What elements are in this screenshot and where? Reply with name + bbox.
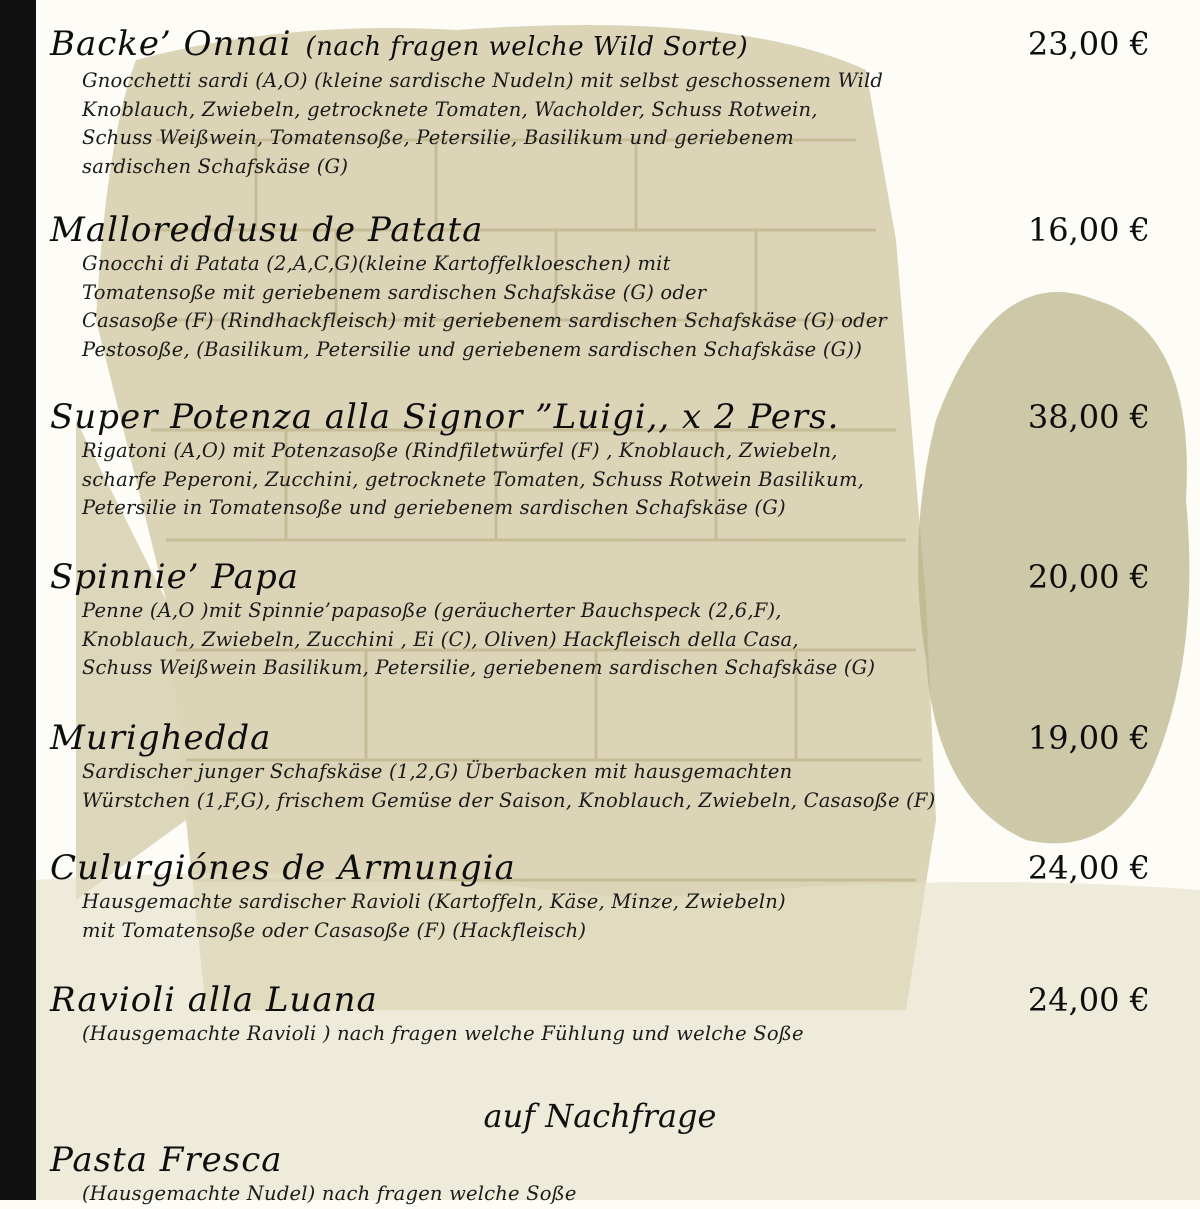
description-line: Sardischer junger Schafskäse (1,2,G) Überbacken mit hausgemachten <box>82 760 793 783</box>
dish-culurgiones-de-armungia <box>50 848 1150 945</box>
dish-backe-onnai <box>50 24 1150 181</box>
dish-spinnie-papa <box>50 557 1150 683</box>
description-line: (Hausgemachte Ravioli ) nach fragen welche Fühlung und welche Soße <box>82 1022 804 1045</box>
description-line: Knoblauch, Zwiebeln, getrocknete Tomaten, Wacholder, Schuss Rotwein, <box>82 97 818 121</box>
dish-price: 19,00 € <box>1027 719 1150 757</box>
dish-description <box>82 1020 1012 1049</box>
dish-description <box>82 597 1012 683</box>
dish-title <box>50 980 1150 1020</box>
dish-name: Murighedda <box>50 718 272 758</box>
dish-description <box>82 250 1012 364</box>
description-line: Casasoße (F) (Rindhackfleisch) mit geriebenem sardischen Schafskäse (G) oder <box>82 309 887 333</box>
description-line: Würstchen (1,F,G), frischem Gemüse der Saison, Knoblauch, Zwiebeln, Casasoße (F) <box>82 788 936 812</box>
dish-title <box>50 24 1150 67</box>
description-line: Pestosoße, (Basilikum, Petersilie und geriebenem sardischen Schafskäse (G)) <box>82 337 863 361</box>
dish-title <box>50 210 1150 250</box>
description-line: Penne (A,O )mit Spinnie’papasoße (geräucherter Bauchspeck (2,6,F), <box>82 599 782 622</box>
dish-name: Backe’ Onnai <box>50 24 292 64</box>
dish-price: 20,00 € <box>1027 558 1150 596</box>
description-line: Schuss Weißwein, Tomatensoße, Petersilie, Basilikum und geriebenem <box>82 126 794 150</box>
dish-name: Pasta Fresca <box>50 1140 283 1180</box>
dish-price: 23,00 € <box>1027 25 1150 63</box>
dish-description <box>82 1180 1012 1209</box>
description-line: Petersilie in Tomatensoße und geriebenem sardischen Schafskäse (G) <box>82 496 786 520</box>
dish-name: Super Potenza alla Signor ”Luigi,, x 2 Pers. <box>50 397 840 437</box>
dish-murighedda <box>50 718 1150 815</box>
dish-title <box>50 397 1150 437</box>
dish-title <box>50 718 1150 758</box>
dish-super-potenza <box>50 397 1150 523</box>
dish-malloreddusu-de-patata <box>50 210 1150 364</box>
dish-price: 16,00 € <box>1027 211 1150 249</box>
dish-note: (nach fragen welche Wild Sorte) <box>305 32 749 62</box>
description-line: Hausgemachte sardischer Ravioli (Kartoffeln, Käse, Minze, Zwiebeln) <box>82 890 786 913</box>
description-line: (Hausgemachte Nudel) nach fragen welche Soße <box>82 1182 577 1205</box>
description-line: mit Tomatensoße oder Casasoße (F) (Hackfleisch) <box>82 918 587 942</box>
dish-ravioli-alla-luana <box>50 980 1150 1049</box>
dish-description <box>82 67 1012 181</box>
dish-title <box>50 557 1150 597</box>
dish-title <box>50 1140 1150 1180</box>
dish-name: Culurgiónes de Armungia <box>50 848 516 888</box>
description-line: Gnocchi di Patata (2,A,C,G)(kleine Kartoffelkloeschen) mit <box>82 252 671 275</box>
description-line: Knoblauch, Zwiebeln, Zucchini , Ei (C), Oliven) Hackfleisch della Casa, <box>82 627 799 651</box>
dish-description <box>82 758 1012 815</box>
dish-price: 24,00 € <box>1027 849 1150 887</box>
description-line: Rigatoni (A,O) mit Potenzasoße (Rindfiletwürfel (F) , Knoblauch, Zwiebeln, <box>82 439 838 462</box>
description-line: Gnocchetti sardi (A,O) (kleine sardische Nudeln) mit selbst geschossenem Wild <box>82 69 884 92</box>
description-line: Tomatensoße mit geriebenem sardischen Schafskäse (G) oder <box>82 280 707 304</box>
dish-pasta-fresca <box>50 1140 1150 1209</box>
dish-price: 24,00 € <box>1027 981 1150 1019</box>
left-edge-bar <box>0 0 36 1200</box>
description-line: scharfe Peperoni, Zucchini, getrocknete Tomaten, Schuss Rotwein Basilikum, <box>82 467 865 491</box>
description-line: Schuss Weißwein Basilikum, Petersilie, geriebenem sardischen Schafskäse (G) <box>82 656 876 680</box>
dish-name: Spinnie’ Papa <box>50 557 299 597</box>
dish-description <box>82 888 1012 945</box>
dish-name: Ravioli alla Luana <box>50 980 378 1020</box>
section-heading: auf Nachfrage <box>483 1097 717 1135</box>
dish-description <box>82 437 1012 523</box>
dish-title <box>50 848 1150 888</box>
dish-name: Malloreddusu de Patata <box>50 210 484 250</box>
description-line: sardischen Schafskäse (G) <box>82 154 349 178</box>
dish-price: 38,00 € <box>1027 398 1150 436</box>
